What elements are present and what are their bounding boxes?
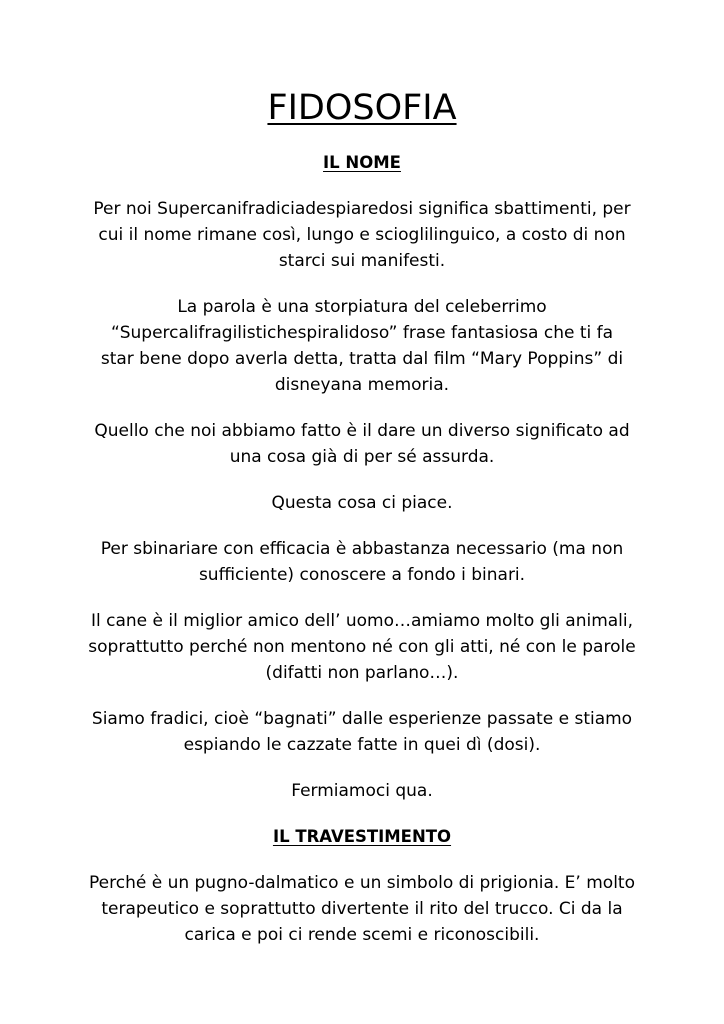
paragraph: [0, 418, 724, 470]
document-title: FIDOSOFIA: [267, 88, 457, 128]
paragraph: [0, 536, 724, 588]
section-heading-il-nome: IL NOME: [323, 153, 401, 172]
text-line: Quello che noi abbiamo fatto è il dare un diverso significato ad: [94, 421, 630, 441]
text-line: (difatti non parlano…).: [265, 663, 459, 683]
text-line: Per sbinariare con efficacia è abbastanza necessario (ma non: [100, 539, 624, 559]
section-il-nome: [0, 196, 724, 804]
text-line: espiando le cazzate fatte in quei dì (dosi).: [183, 735, 541, 755]
document-body: [0, 150, 724, 968]
text-line: carica e poi ci rende scemi e riconoscibili.: [184, 925, 540, 945]
paragraph: [0, 490, 724, 516]
paragraph: [0, 778, 724, 804]
paragraph: [0, 706, 724, 758]
text-line: Siamo fradici, cioè “bagnati” dalle esperienze passate e stiamo: [91, 709, 633, 729]
text-line: Per noi Supercanifradiciadespiaredosi significa sbattimenti, per: [93, 199, 631, 219]
text-line: disneyana memoria.: [274, 375, 450, 395]
paragraph: [0, 294, 724, 398]
paragraph: [0, 196, 724, 274]
text-line: soprattutto perché non mentono né con gli atti, né con le parole: [88, 637, 636, 657]
text-line: una cosa già di per sé assurda.: [229, 447, 495, 467]
text-line: Fermiamoci qua.: [291, 781, 433, 801]
text-line: terapeutico e soprattutto divertente il rito del trucco. Ci da la: [101, 899, 623, 919]
text-line: sufficiente) conoscere a fondo i binari.: [198, 565, 526, 585]
text-line: Il cane è il miglior amico dell’ uomo…amiamo molto gli animali,: [90, 611, 634, 631]
text-line: Perché è un pugno-dalmatico e un simbolo di prigionia. E’ molto: [89, 873, 635, 893]
text-line: La parola è una storpiatura del celeberrimo: [177, 297, 547, 317]
section-il-travestimento: [0, 870, 724, 948]
text-line: Questa cosa ci piace.: [271, 493, 453, 513]
text-line: starci sui manifesti.: [278, 251, 446, 271]
paragraph: [0, 608, 724, 686]
text-line: star bene dopo averla detta, tratta dal film “Mary Poppins” di: [100, 349, 624, 369]
paragraph: [0, 870, 724, 948]
text-line: “Supercalifragilistichespiralidoso” frase fantasiosa che ti fa: [110, 323, 614, 343]
section-heading-il-travestimento: IL TRAVESTIMENTO: [272, 827, 452, 846]
text-line: cui il nome rimane così, lungo e scioglilinguico, a costo di non: [98, 225, 626, 245]
